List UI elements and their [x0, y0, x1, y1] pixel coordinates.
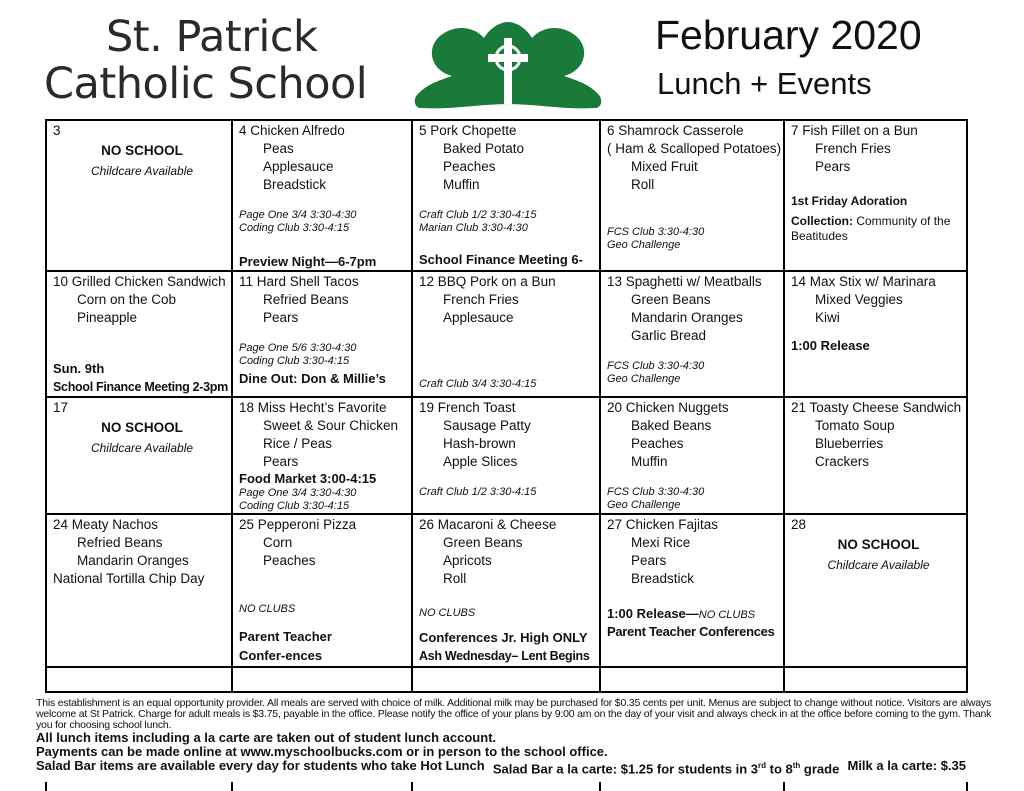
event-label: School Finance Meeting 2-3pm [53, 380, 228, 394]
menu-item: Applesauce [263, 159, 334, 174]
menu-item: Muffin [631, 454, 668, 469]
no-clubs-note: NO CLUBS [239, 603, 296, 615]
menu-item: Pears [631, 553, 667, 568]
collection-text: Community of the Beatitudes [791, 214, 951, 243]
day-cell [47, 121, 233, 272]
menu-main: 6 Shamrock Casserole [607, 123, 744, 138]
menu-item: Pears [263, 310, 299, 325]
menu-item: Breadstick [631, 571, 695, 586]
collection-note [791, 214, 966, 244]
day-cell [785, 515, 968, 668]
day-cell [601, 272, 785, 398]
no-school-label: NO SCHOOL [837, 537, 920, 552]
menu-main: 20 Chicken Nuggets [607, 400, 729, 415]
menu-item: Green Beans [443, 535, 523, 550]
ordinal-suffix: th [792, 761, 801, 770]
menu-main: 27 Chicken Fajitas [607, 517, 719, 532]
menu-item: Apple Slices [443, 454, 518, 469]
menu-main: 19 French Toast [419, 400, 516, 415]
day-cell [601, 515, 785, 668]
menu-item: Green Beans [631, 292, 711, 307]
grid-line-stub [231, 782, 233, 791]
menu-item: Corn on the Cob [77, 292, 177, 307]
menu-item: Crackers [815, 454, 870, 469]
menu-main: 12 BBQ Pork on a Bun [419, 274, 556, 289]
menu-item: Pears [263, 454, 299, 469]
club-note: Coding Club 3:30-4:15 [239, 222, 350, 234]
menu-main: 4 Chicken Alfredo [239, 123, 345, 138]
club-note: Craft Club 1/2 3:30-4:15 [419, 209, 537, 221]
club-note: FCS Club 3:30-4:30 [607, 226, 705, 238]
day-cell [413, 121, 601, 272]
ordinal-suffix: rd [758, 761, 766, 770]
menu-item: French Fries [815, 141, 891, 156]
day-cell [601, 398, 785, 515]
menu-item: Mixed Veggies [815, 292, 903, 307]
menu-item: Baked Potato [443, 141, 525, 156]
menu-main: 11 Hard Shell Tacos [239, 274, 359, 289]
salad-bar-price [493, 759, 839, 776]
menu-main: 13 Spaghetti w/ Meatballs [607, 274, 762, 289]
no-school-label: NO SCHOOL [101, 420, 183, 435]
event-label: School Finance Meeting 6- [419, 252, 583, 267]
day-number: 28 [791, 517, 807, 532]
lunch-calendar [45, 119, 968, 693]
menu-item: Rice / Peas [263, 436, 333, 451]
club-note: Geo Challenge [607, 373, 681, 385]
menu-item: Muffin [443, 177, 480, 192]
salad-bar-note [36, 759, 966, 776]
day-cell [785, 272, 968, 398]
shamrock-celtic-cross-icon [410, 18, 606, 110]
menu-item: Corn [263, 535, 293, 550]
club-note: FCS Club 3:30-4:30 [607, 360, 705, 372]
grid-line-stub [783, 782, 785, 791]
footer-notes [36, 698, 996, 776]
day-cell [785, 398, 968, 515]
menu-main: 10 Grilled Chicken Sandwich [53, 274, 226, 289]
school-name [44, 14, 367, 108]
menu-main: 5 Pork Chopette [419, 123, 517, 138]
menu-item: Peaches [443, 159, 496, 174]
day-cell [233, 515, 413, 668]
empty-cell [47, 668, 233, 693]
menu-item: Apricots [443, 553, 492, 568]
no-clubs-note: NO CLUBS [419, 607, 476, 619]
menu-main: 24 Meaty Nachos [53, 517, 159, 532]
grid-line-stub [599, 782, 601, 791]
menu-item: Sausage Patty [443, 418, 531, 433]
school-name-line1: St. Patrick [106, 12, 318, 62]
club-note: Page One 5/6 3:30-4:30 [239, 342, 357, 354]
menu-main: 14 Max Stix w/ Marinara [791, 274, 936, 289]
menu-item: Pears [815, 159, 851, 174]
release-label: 1:00 Release— [607, 606, 699, 621]
event-label: Parent Teacher Confer-ences [239, 629, 332, 663]
menu-main: 7 Fish Fillet on a Bun [791, 123, 918, 138]
club-note: Page One 3/4 3:30-4:30 [239, 209, 357, 221]
event-label: Parent Teacher Conferences [607, 624, 775, 639]
event-label: Dine Out: Don & Millie’s [239, 371, 386, 386]
event-label [607, 605, 781, 623]
event-label: Conferences Jr. High ONLY [419, 630, 588, 645]
day-cell [47, 272, 233, 398]
event-label: Food Market 3:00-4:15 [239, 471, 377, 486]
childcare-note: Childcare Available [90, 441, 194, 455]
menu-item: Roll [443, 571, 467, 586]
menu-item: Kiwi [815, 310, 840, 325]
day-cell [413, 515, 601, 668]
salad-bar-price-text: Salad Bar a la carte: $1.25 for students in 3 [492, 761, 758, 777]
day-cell [413, 272, 601, 398]
day-cell [47, 398, 233, 515]
grid-line-stub [411, 782, 413, 791]
day-cell [233, 272, 413, 398]
menu-main-detail: ( Ham & Scalloped Potatoes) [607, 141, 782, 156]
collection-label: Collection: [791, 214, 853, 228]
childcare-note: Childcare Available [90, 164, 194, 178]
menu-item: Refried Beans [77, 535, 163, 550]
no-school-label: NO SCHOOL [101, 143, 183, 158]
menu-item: Peaches [263, 553, 316, 568]
grid-line-stub [45, 782, 47, 791]
empty-cell [785, 668, 968, 693]
menu-main: 18 Miss Hecht’s Favorite [239, 400, 387, 415]
menu-item: Sweet & Sour Chicken [263, 418, 399, 433]
menu-item: Peas [263, 141, 294, 156]
menu-item: Hash-brown [443, 436, 516, 451]
day-cell [233, 121, 413, 272]
day-cell [413, 398, 601, 515]
menu-item: Refried Beans [263, 292, 349, 307]
event-label: 1st Friday Adoration [791, 194, 908, 208]
event-label: Sun. 9th [53, 361, 105, 376]
menu-main: 25 Pepperoni Pizza [239, 517, 357, 532]
menu-item: Mixed Fruit [631, 159, 698, 174]
club-note: Coding Club 3:30-4:15 [239, 355, 350, 367]
club-note: Geo Challenge [607, 239, 681, 251]
month-title: February 2020 [655, 12, 922, 58]
day-number: 3 [53, 123, 61, 138]
menu-item: Baked Beans [631, 418, 712, 433]
special-day-note: National Tortilla Chip Day [53, 571, 205, 586]
salad-bar-price-mid: to 8 [766, 761, 793, 777]
menu-main: 26 Macaroni & Cheese [419, 517, 557, 532]
event-label: Ash Wednesday– Lent Begins [419, 649, 590, 663]
menu-item: Applesauce [443, 310, 514, 325]
club-note: Page One 3/4 3:30-4:30 [239, 487, 357, 499]
day-cell [601, 121, 785, 272]
no-clubs-note: NO CLUBS [698, 609, 756, 621]
event-label: 1:00 Release [791, 338, 870, 353]
salad-bar-price-end: grade [800, 761, 840, 777]
calendar-subtitle: Lunch + Events [657, 66, 872, 101]
club-note: Marian Club 3:30-4:30 [419, 222, 528, 234]
grid-line-stub [966, 782, 968, 791]
empty-cell [233, 668, 413, 693]
lunch-account-note: All lunch items including a la carte are taken out of student lunch account. [36, 730, 497, 745]
menu-item: Mandarin Oranges [77, 553, 189, 568]
salad-bar-availability: Salad Bar items are available every day for students who take Hot Lunch [36, 758, 485, 773]
milk-price: Milk a la carte: $.35 [847, 758, 966, 773]
menu-item: French Fries [443, 292, 519, 307]
club-note: Geo Challenge [607, 499, 681, 511]
menu-item: Roll [631, 177, 655, 192]
school-name-line2: Catholic School [44, 59, 368, 109]
menu-item: Pineapple [77, 310, 138, 325]
menu-item: Blueberries [815, 436, 884, 451]
policy-text: This establishment is an equal opportunity provider. All meals are served with choice of milk. Additional milk may be purchased for $0.35 cents per unit. Menus are subject to change without notice. Visitors are always welcome at St Patrick. Charge for adult meals is $3.75, payable in the office. Please notify the office of your plans by 9:00 am on the day of your visit and always check in at the office before coming to the gym. Thank you for choosing school lunch. [36, 697, 992, 731]
club-note: Craft Club 3/4 3:30-4:15 [419, 378, 537, 390]
day-cell [47, 515, 233, 668]
day-number: 17 [53, 400, 69, 415]
empty-cell [601, 668, 785, 693]
menu-item: Peaches [631, 436, 684, 451]
menu-main: 21 Toasty Cheese Sandwich [791, 400, 962, 415]
event-label: Preview Night—6-7pm [239, 254, 377, 269]
payment-note: Payments can be made online at www.myschoolbucks.com or in person to the school office. [36, 744, 608, 759]
empty-cell [413, 668, 601, 693]
menu-item: Breadstick [263, 177, 327, 192]
day-cell [785, 121, 968, 272]
menu-item: Garlic Bread [631, 328, 707, 343]
childcare-note: Childcare Available [827, 558, 930, 572]
club-note: Craft Club 1/2 3:30-4:15 [419, 486, 537, 498]
club-note: FCS Club 3:30-4:30 [607, 486, 705, 498]
menu-item: Mexi Rice [631, 535, 691, 550]
club-note: Coding Club 3:30-4:15 [239, 500, 350, 512]
menu-item: Mandarin Oranges [631, 310, 743, 325]
menu-item: Tomato Soup [815, 418, 895, 433]
day-cell [233, 398, 413, 515]
